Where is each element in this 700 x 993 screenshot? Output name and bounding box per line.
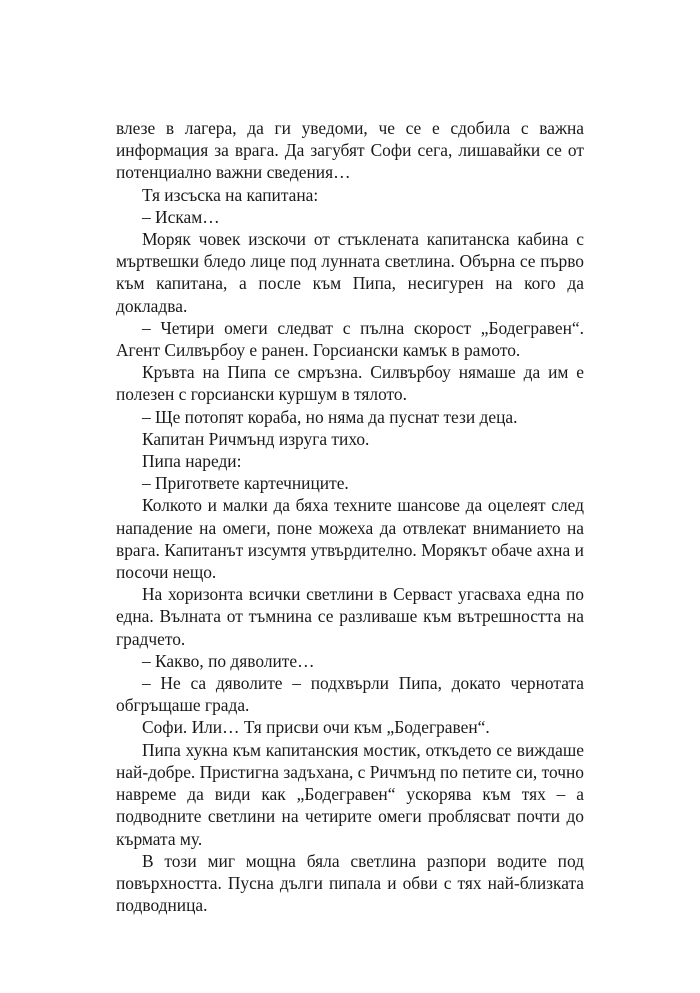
paragraph: Колкото и малки да бяха техните шансове да оцелеят след нападение на омеги, поне можеха да отвлекат вниманието на врага. Капитанът изсумтя утвърдително. Морякът обаче ахна и посочи нещо.: [116, 495, 584, 583]
paragraph: Кръвта на Пипа се смръзна. Силвърбоу нямаше да им е полезен с горсиански куршум в тялото.: [116, 362, 584, 405]
dialogue-line: – Ще потопят кораба, но няма да пуснат тези деца.: [142, 406, 518, 427]
dialogue-line: – Искам…: [142, 206, 220, 227]
paragraph: В този миг мощна бяла светлина разпори водите под повърхността. Пусна дълги пипала и обви с тях най-близката подводница.: [116, 850, 584, 916]
dialogue-line: – Не са дяволите – подхвърли Пипа, докато чернотата обгръщаше града.: [116, 673, 584, 716]
paragraph: Моряк човек изскочи от стъклената капитанска кабина с мъртвешки бледо лице под лунната светлина. Обърна се първо към капитана, а после към Пипа, несигурен на кого да докладва.: [116, 229, 584, 316]
dialogue-line: – Какво, по дяволите…: [142, 650, 315, 671]
paragraph-continuation: влезе в лагера, да ги уведоми, че се е сдобила с важна информация за врага. Да загубят Софи сега, лишавайки се от потенциално важни сведения…: [116, 118, 584, 183]
paragraph: Тя изсъска на капитана:: [142, 184, 319, 205]
dialogue-line: – Пригответе картечниците.: [142, 473, 349, 494]
paragraph: Пипа нареди:: [142, 451, 242, 472]
paragraph: Софи. Или… Тя присви очи към „Бодегравен“.: [142, 717, 490, 738]
paragraph: Капитан Ричмънд изруга тихо.: [142, 428, 370, 449]
dialogue-line: – Четири омеги следват с пълна скорост „Бодегравен“. Агент Силвърбоу е ранен. Горсиански камък в рамото.: [116, 317, 584, 361]
page-text: [116, 117, 584, 916]
paragraph: Пипа хукна към капитанския мостик, откъдето се виждаше най-добре. Пристигна задъхана, с Ричмънд по петите си, точно навреме да види как „Бодегравен“ ускорява към тях – а подводните светлини на четирите омеги проблясват почти до кърмата му.: [116, 739, 584, 849]
paragraph: На хоризонта всички светлини в Серваст угасваха една по една. Вълната от тъмнина се разливаше към вътрешността на градчето.: [116, 584, 584, 649]
